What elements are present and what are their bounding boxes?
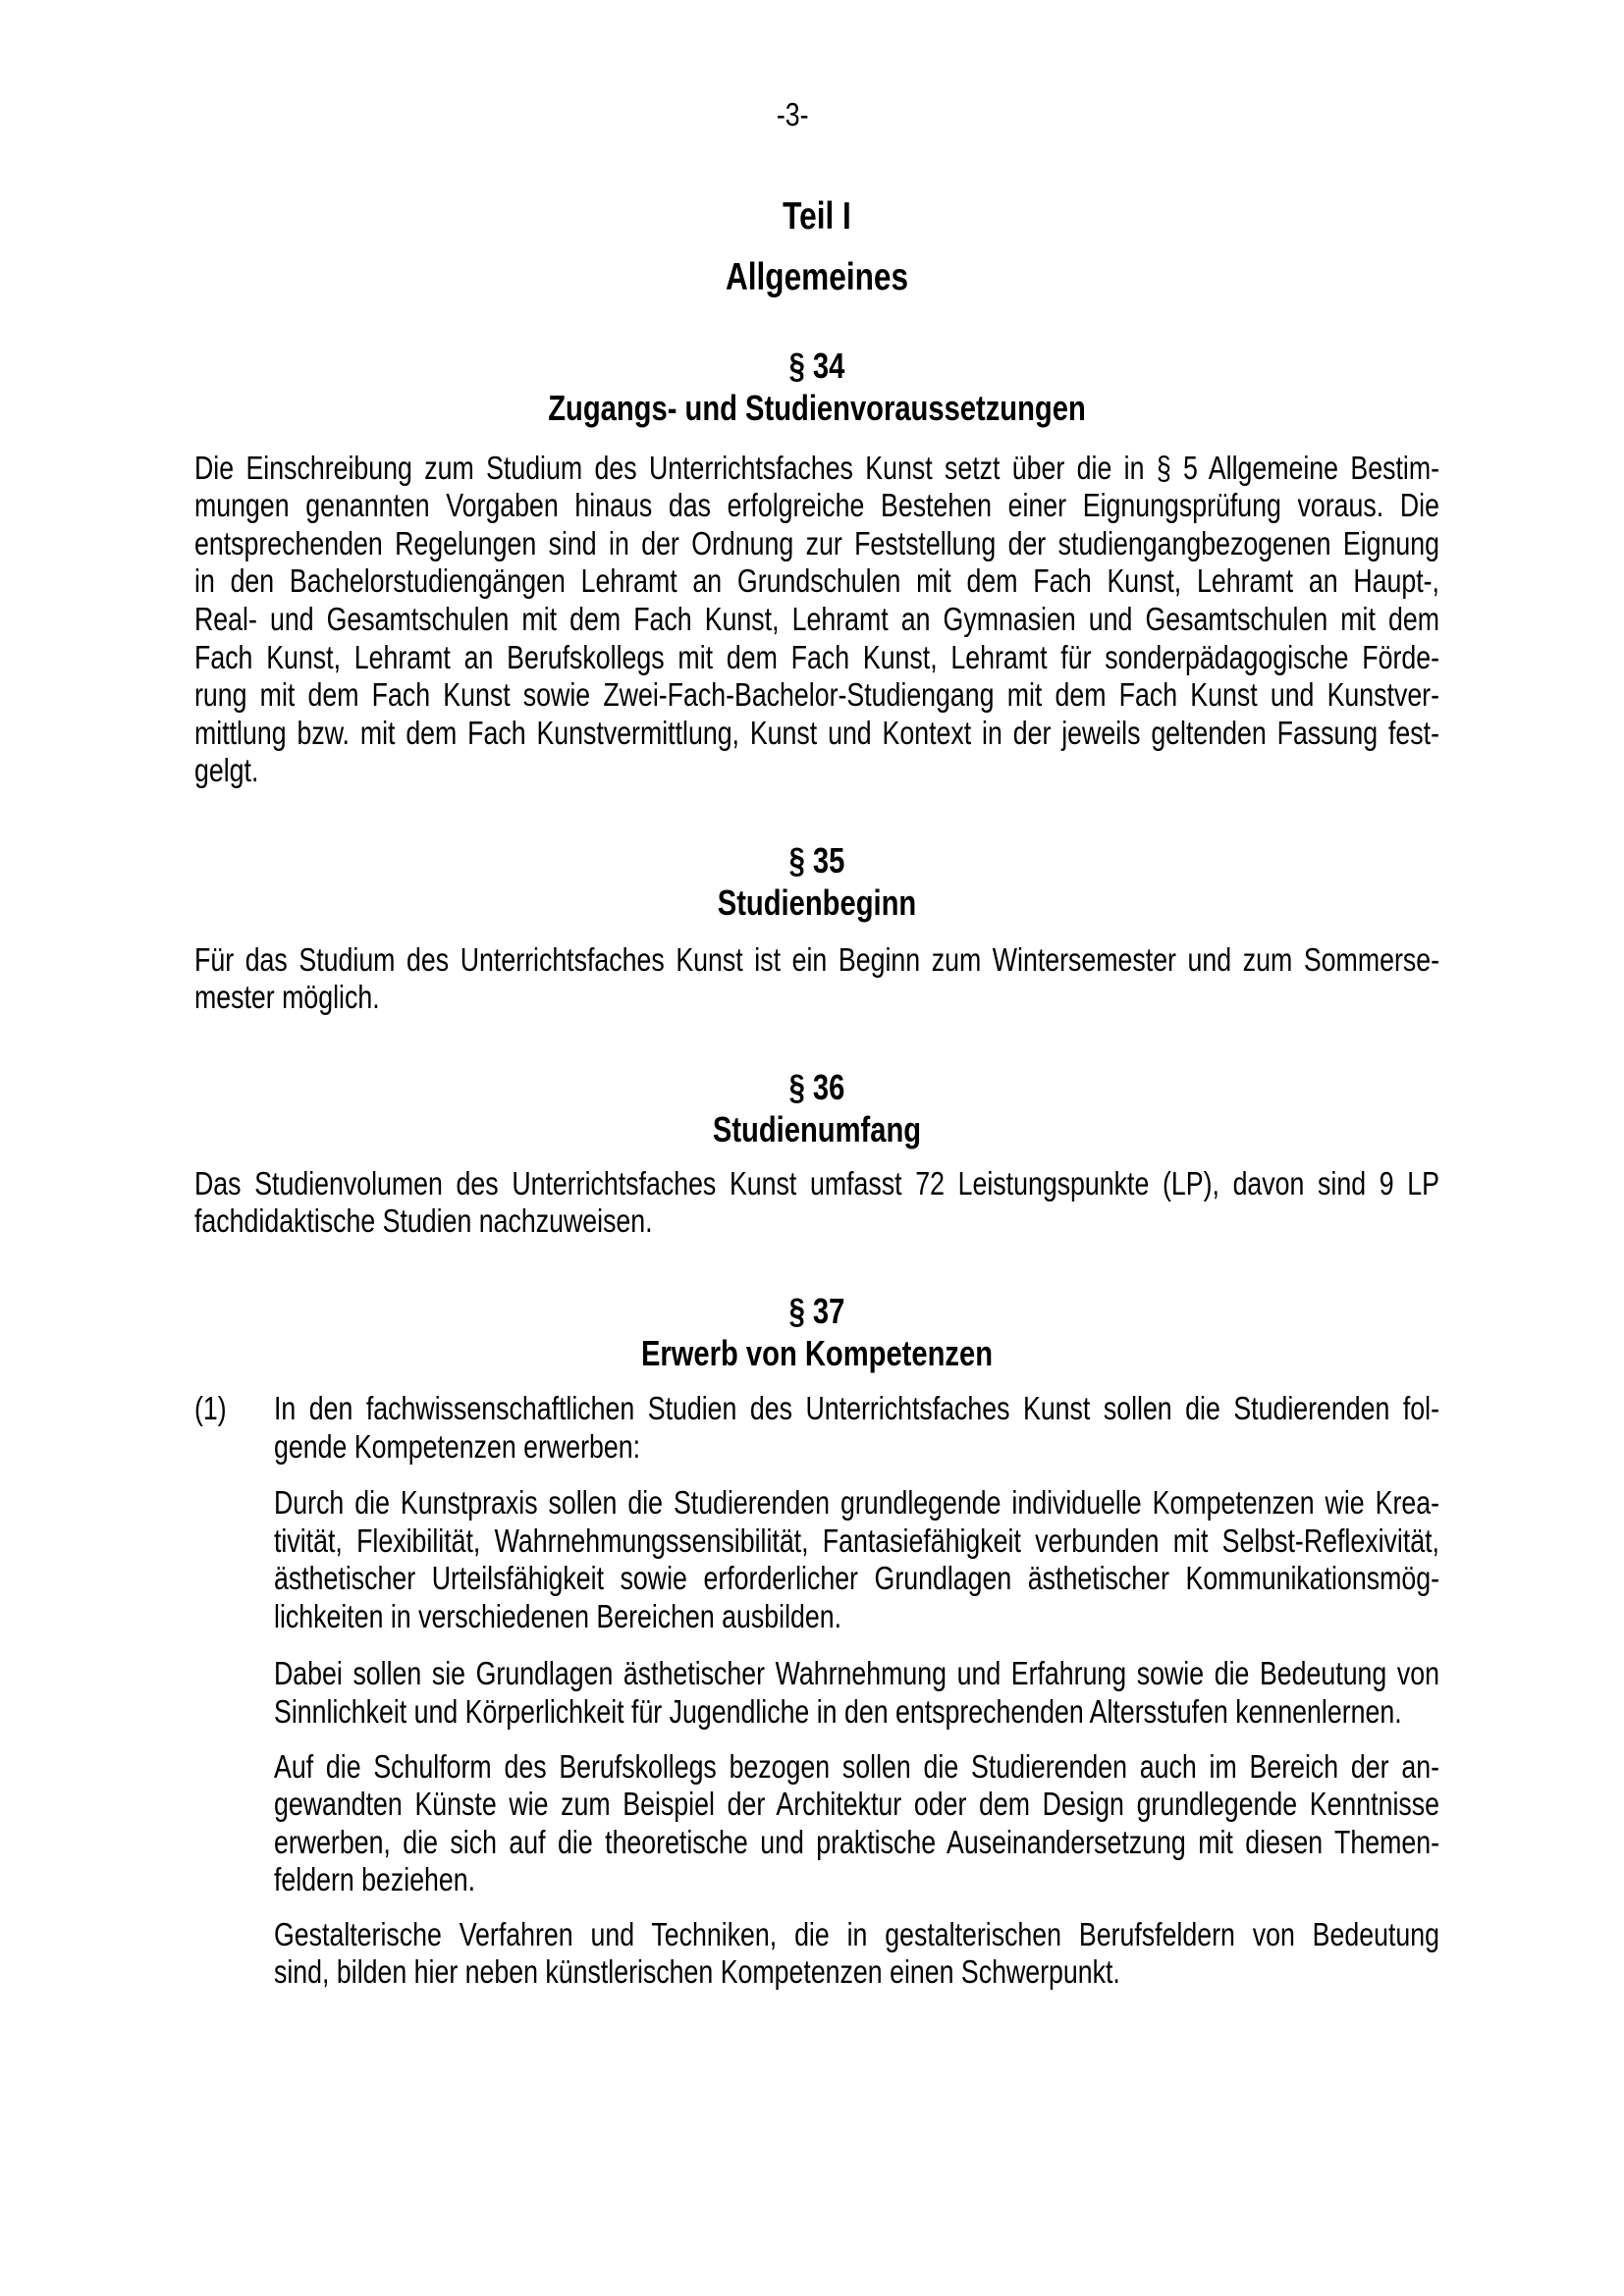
part-label: Teil I (783, 195, 851, 238)
section-title: Zugangs- und Studienvoraussetzungen (548, 387, 1086, 428)
text-line: mittlung bzw. mit dem Fach Kunstvermittlung, Kunst und Kontext in der jeweils geltenden Fassung fest- (194, 714, 1439, 751)
text-line: feldern beziehen. (274, 1861, 476, 1898)
section-number: § 34 (788, 345, 845, 386)
clause-1-subparagraph-1 (274, 1484, 1439, 1635)
section-number: § 36 (788, 1066, 845, 1107)
text-line: mester möglich. (194, 979, 380, 1016)
page-number-text: -3- (776, 95, 809, 133)
text-line: Real- und Gesamtschulen mit dem Fach Kunst, Lehramt an Gymnasien und Gesamtschulen mit dem (194, 601, 1439, 638)
text-line: Das Studienvolumen des Unterrichtsfaches Kunst umfasst 72 Leistungspunkte (LP), davon sind 9 LP (194, 1164, 1439, 1201)
text-line: entsprechenden Regelungen sind in der Ordnung zur Feststellung der studiengangbezogenen Eignung (194, 524, 1439, 561)
text-column (194, 0, 1439, 2296)
section-35-heading (194, 839, 1439, 924)
text-line: Für das Studium des Unterrichtsfaches Kunst ist ein Beginn zum Wintersemester und zum Sommerse- (194, 940, 1439, 978)
text-line: fachdidaktische Studien nachzuweisen. (194, 1202, 653, 1240)
text-line: gewandten Künste wie zum Beispiel der Architektur oder dem Design grundlegende Kenntnisse (274, 1786, 1439, 1823)
clause-1-intro (274, 1390, 1439, 1466)
section-36-heading (194, 1066, 1439, 1150)
clause-1-subparagraph-3 (274, 1748, 1439, 1899)
text-line: Die Einschreibung zum Studium des Unterrichtsfaches Kunst setzt über die in § 5 Allgemeine Bestim- (194, 449, 1439, 486)
section-title: Erwerb von Kompetenzen (640, 1332, 994, 1373)
section-35-paragraph (194, 941, 1439, 1017)
text-line: erwerben, die sich auf die theoretische und praktische Auseinandersetzung mit diesen Themen- (274, 1823, 1439, 1860)
section-number: § 35 (788, 839, 845, 881)
text-line: Auf die Schulform des Berufskollegs bezogen sollen die Studierenden auch im Bereich der an- (274, 1747, 1439, 1785)
text-line: gende Kompetenzen erwerben: (274, 1427, 641, 1465)
text-line: In den fachwissenschaftlichen Studien des Unterrichtsfaches Kunst sollen die Studierenden fol- (274, 1390, 1439, 1427)
text-line: Dabei sollen sie Grundlagen ästhetischer Wahrnehmung und Erfahrung sowie die Bedeutung von (274, 1655, 1439, 1692)
text-line: lichkeiten in verschiedenen Bereichen ausbilden. (274, 1597, 842, 1634)
clause-1-subparagraph-2 (274, 1655, 1439, 1731)
section-title: Studienumfang (712, 1108, 922, 1149)
text-line: gelgt. (194, 752, 259, 789)
section-number: § 37 (788, 1290, 845, 1331)
text-line: mungen genannten Vorgaben hinaus das erfolgreiche Bestehen einer Eignungsprüfung voraus. Die (194, 487, 1439, 524)
text-line: in den Bachelorstudiengängen Lehramt an Grundschulen mit dem Fach Kunst, Lehramt an Haupt-, (194, 562, 1439, 600)
text-line: Gestalterische Verfahren und Techniken, die in gestalterischen Berufsfeldern von Bedeutung (274, 1915, 1439, 1952)
text-line: Sinnlichkeit und Körperlichkeit für Jugendliche in den entsprechenden Altersstufen kennenlernen. (274, 1692, 1402, 1730)
clause-1-subparagraph-4 (274, 1916, 1439, 1992)
text-line: ästhetischer Urteilsfähigkeit sowie erforderlicher Grundlagen ästhetischer Kommunikationsmög- (274, 1560, 1439, 1597)
part-title: Allgemeines (725, 255, 909, 298)
text-line: sind, bilden hier neben künstlerischen Kompetenzen einen Schwerpunkt. (274, 1953, 1120, 1991)
clause-number: (1) (194, 1390, 227, 1427)
text-line: tivität, Flexibilität, Wahrnehmungssensibilität, Fantasiefähigkeit verbunden mit Selbst-Reflexivität, (274, 1522, 1439, 1559)
section-title: Studienbeginn (717, 881, 917, 923)
section-36-paragraph (194, 1165, 1439, 1241)
section-37-heading (194, 1290, 1439, 1374)
text-line: rung mit dem Fach Kunst sowie Zwei-Fach-Bachelor-Studiengang mit dem Fach Kunst und Kunstver- (194, 676, 1439, 714)
text-line: Durch die Kunstpraxis sollen die Studierenden grundlegende individuelle Kompetenzen wie Krea- (274, 1484, 1439, 1522)
text-line: Fach Kunst, Lehramt an Berufskollegs mit dem Fach Kunst, Lehramt für sonderpädagogische Förde- (194, 638, 1439, 675)
section-34-paragraph (194, 450, 1439, 790)
section-34-heading (194, 345, 1439, 429)
